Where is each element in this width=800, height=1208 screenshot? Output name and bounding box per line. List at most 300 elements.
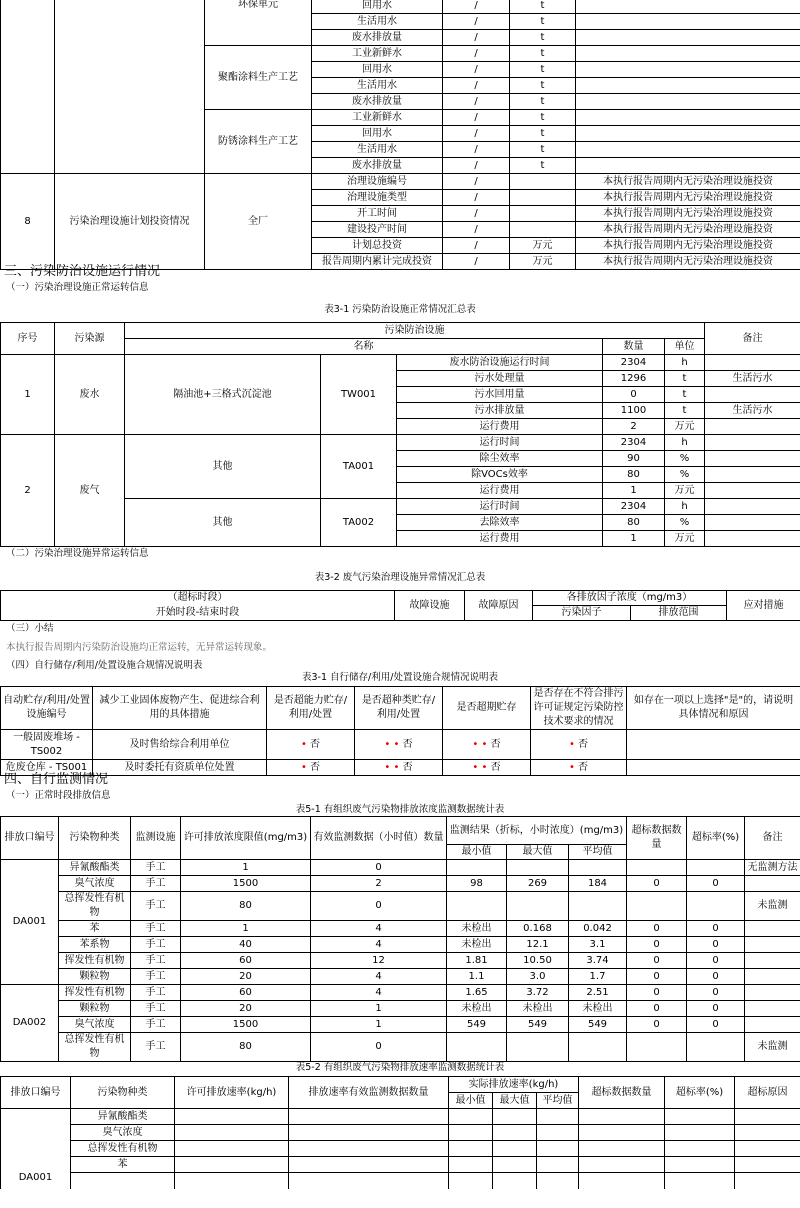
item-label: 建设投产时间 — [312, 222, 443, 238]
table-cell: 未检出 — [447, 921, 507, 937]
radio-marker-icon: • — [300, 761, 311, 773]
table-cell: 269 — [507, 876, 569, 892]
facility-id: 危废仓库 - TS001 — [1, 760, 93, 776]
note-cell — [705, 435, 800, 451]
table-cell: 4 — [311, 969, 447, 985]
col-header: 开始时段-结束时段 — [1, 606, 395, 621]
table-cell: 20 — [181, 969, 311, 985]
radio-marker-icon: • • — [384, 761, 403, 773]
table-cell: t — [510, 0, 576, 14]
col-header: 序号 — [1, 323, 55, 355]
table-row — [1, 730, 800, 760]
blank-cell — [735, 1173, 800, 1189]
col-header: 如存在一项以上选择"是"的，请说明具体情况和原因 — [627, 687, 800, 730]
item-label: 工业新鲜水 — [312, 110, 443, 126]
table-cell: t — [665, 403, 705, 419]
table-cell — [579, 1125, 665, 1141]
table-5-1 — [0, 816, 800, 1062]
table-3-1-caption: 表3-1 污染防治设施正常情况汇总表 — [324, 304, 476, 315]
radio-marker-icon: • — [300, 738, 311, 750]
note-cell — [576, 94, 800, 110]
table-cell — [735, 1141, 800, 1157]
table-cell: 1 — [603, 483, 665, 499]
col-header: 排放速率有效监测数据数量 — [289, 1077, 449, 1109]
measure-cell: 及时售给综合利用单位 — [93, 730, 267, 760]
blank-cell — [175, 1173, 289, 1189]
col-header: 减少工业固体废物产生、促进综合利用的具体措施 — [93, 687, 267, 730]
table-cell — [289, 1109, 449, 1125]
blank-cell — [579, 1173, 665, 1189]
table-cell: 手工 — [131, 937, 181, 953]
col-header: 名称 — [125, 339, 603, 355]
table-cell — [537, 1125, 579, 1141]
item-label: 工业新鲜水 — [312, 46, 443, 62]
radio-marker-icon: • — [568, 738, 579, 750]
table-cell: 2304 — [603, 499, 665, 515]
table-cell: 1.7 — [569, 969, 627, 985]
table-cell: 万元 — [665, 531, 705, 547]
table-cell: 1100 — [603, 403, 665, 419]
note-cell: 生活污水 — [705, 403, 800, 419]
table-cell — [627, 892, 687, 921]
note-cell — [705, 467, 800, 483]
table-cell: 0 — [687, 953, 745, 969]
table-cell — [579, 1141, 665, 1157]
table-cell: 1 — [181, 921, 311, 937]
note-cell: 本执行报告周期内无污染治理设施投资 — [576, 238, 800, 254]
table-cell: 40 — [181, 937, 311, 953]
pollutant-name: 异氰酸酯类 — [71, 1109, 175, 1125]
table-cell — [447, 860, 507, 876]
table-cell — [447, 1033, 507, 1062]
note-cell — [576, 30, 800, 46]
col-header: 污染物种类 — [71, 1077, 175, 1109]
blank-cell — [71, 1173, 175, 1189]
table-cell: 80 — [181, 1033, 311, 1062]
item-label: 污水排放量 — [397, 403, 603, 419]
col-header: 有效监测数据（小时值）数量 — [311, 817, 447, 860]
note-cell — [705, 531, 800, 547]
table-cell: % — [665, 467, 705, 483]
choice-cell — [443, 730, 531, 760]
table-cell — [493, 1157, 537, 1173]
item-label: 治理设施编号 — [312, 174, 443, 190]
table-cell — [579, 1109, 665, 1125]
table-cell: 手工 — [131, 985, 181, 1001]
table-cell: 0 — [687, 985, 745, 1001]
blank-cell — [665, 1173, 735, 1189]
facility-name: 其他 — [125, 499, 321, 547]
section-3-title: 三、污染防治设施运行情况 — [4, 264, 161, 279]
choice-value: 否 — [402, 738, 413, 750]
table-3-1 — [0, 322, 800, 547]
table-cell: 80 — [603, 515, 665, 531]
item-label: 除尘效率 — [397, 451, 603, 467]
pollutant-name: 苯 — [59, 921, 131, 937]
table-row — [1, 435, 800, 451]
table-row — [1, 1001, 800, 1017]
table-cell — [569, 860, 627, 876]
table-cell: 0 — [311, 1033, 447, 1062]
table-cell — [449, 1109, 493, 1125]
table-row — [1, 937, 800, 953]
col-header: 备注 — [745, 817, 800, 860]
table-row — [1, 876, 800, 892]
table-3-2 — [0, 590, 800, 621]
choice-value: 否 — [490, 738, 501, 750]
table-cell — [449, 1125, 493, 1141]
radio-marker-icon: • — [568, 761, 579, 773]
table-cell: / — [443, 46, 510, 62]
table-cell: 0 — [687, 937, 745, 953]
row-number: 1 — [1, 355, 55, 435]
table-cell: 0 — [627, 1001, 687, 1017]
col-header: 最大值 — [493, 1093, 537, 1109]
table-cell: / — [443, 238, 510, 254]
col-header: 应对措施 — [727, 591, 800, 621]
table-cell: 0 — [627, 969, 687, 985]
item-label: 生活用水 — [312, 142, 443, 158]
table-cell: / — [443, 206, 510, 222]
table-cell: 未检出 — [507, 1001, 569, 1017]
table-cell: 手工 — [131, 860, 181, 876]
col-header: 最小值 — [447, 845, 507, 860]
item-label: 治理设施类型 — [312, 190, 443, 206]
explain-cell — [627, 760, 800, 776]
col-header: 单位 — [665, 339, 705, 355]
table-cell — [493, 1125, 537, 1141]
table-cell: 未检出 — [447, 1001, 507, 1017]
table-cell: 4 — [311, 937, 447, 953]
table-cell — [627, 1033, 687, 1062]
table-cell: 12.1 — [507, 937, 569, 953]
table-cell: / — [443, 110, 510, 126]
table-row — [1, 1125, 800, 1141]
facility-code: TA002 — [321, 499, 397, 547]
table-cell — [665, 1141, 735, 1157]
choice-value: 否 — [578, 738, 589, 750]
process-name: 聚酯涂料生产工艺 — [205, 46, 312, 110]
table-cell — [289, 1125, 449, 1141]
table-3-2-caption: 表3-2 废气污染治理设施异常情况汇总表 — [314, 572, 486, 583]
table-cell: 万元 — [510, 254, 576, 270]
table-cell: t — [510, 62, 576, 78]
table-cell: 0.168 — [507, 921, 569, 937]
scope-cell: 全厂 — [205, 174, 312, 270]
table-cell: 0 — [687, 1017, 745, 1033]
item-label: 回用水 — [312, 0, 443, 14]
table-cell: 90 — [603, 451, 665, 467]
col-header: 是否超能力贮存/利用/处置 — [267, 687, 355, 730]
col-header: 污染防治设施 — [125, 323, 705, 339]
note-cell — [705, 515, 800, 531]
table-cell — [447, 892, 507, 921]
table-cell: 手工 — [131, 953, 181, 969]
table-cell: 80 — [603, 467, 665, 483]
choice-cell — [531, 730, 627, 760]
table-cell: t — [510, 110, 576, 126]
pollutant-name: 颗粒物 — [59, 969, 131, 985]
table-cell: 3.74 — [569, 953, 627, 969]
pollutant-name: 苯 — [71, 1157, 175, 1173]
item-label: 开工时间 — [312, 206, 443, 222]
table-cell: 0 — [627, 953, 687, 969]
col-header: 污染物种类 — [59, 817, 131, 860]
table-cell — [665, 1109, 735, 1125]
item-label: 回用水 — [312, 62, 443, 78]
table-cell: 未监测 — [745, 892, 800, 921]
table-cell: 2 — [603, 419, 665, 435]
table-cell: 549 — [569, 1017, 627, 1033]
blank-cell — [289, 1173, 449, 1189]
note-cell — [705, 451, 800, 467]
table-cell: 80 — [181, 892, 311, 921]
table-cell: h — [665, 499, 705, 515]
table-cell — [745, 985, 800, 1001]
note-cell — [576, 126, 800, 142]
table-cell: 184 — [569, 876, 627, 892]
table-cell — [537, 1109, 579, 1125]
table-row — [1, 1141, 800, 1157]
choice-value: 否 — [402, 761, 413, 773]
table-cell: 549 — [507, 1017, 569, 1033]
section-3-1-title: （一）污染治理设施正常运转信息 — [6, 282, 149, 293]
choice-cell — [267, 760, 355, 776]
table-cell: 万元 — [665, 419, 705, 435]
note-cell — [576, 0, 800, 14]
col-header: 故障设施 — [395, 591, 465, 621]
table-cell: 4 — [311, 921, 447, 937]
note-cell: 本执行报告周期内无污染治理设施投资 — [576, 222, 800, 238]
table-cell — [745, 937, 800, 953]
col-header: 各排放因子浓度（mg/m3） — [533, 591, 727, 606]
table-cell: 0 — [311, 892, 447, 921]
table-cell: / — [443, 0, 510, 14]
col-header: 是否超期贮存 — [443, 687, 531, 730]
section-3-3-title: （三）小结 — [6, 623, 54, 634]
table-cell: 未检出 — [569, 1001, 627, 1017]
choice-value: 否 — [310, 738, 321, 750]
table-cell — [687, 1033, 745, 1062]
col-header: 许可排放浓度限值(mg/m3) — [181, 817, 311, 860]
col-header: 排放范围 — [631, 606, 727, 621]
measure-cell: 及时委托有资质单位处置 — [93, 760, 267, 776]
table-cell: 1 — [311, 1017, 447, 1033]
note-cell: 生活污水 — [705, 371, 800, 387]
table-cell — [735, 1125, 800, 1141]
table-cell: / — [443, 94, 510, 110]
table-cell — [510, 222, 576, 238]
table-cell — [507, 1033, 569, 1062]
table-cell — [507, 892, 569, 921]
note-cell — [705, 355, 800, 371]
item-label: 运行时间 — [397, 499, 603, 515]
table-cell — [289, 1157, 449, 1173]
table-cell: 0 — [603, 387, 665, 403]
note-cell — [705, 499, 800, 515]
section-3-2-title: （二）污染治理设施异常运转信息 — [6, 548, 149, 559]
table-cell — [493, 1141, 537, 1157]
table-cell — [579, 1157, 665, 1173]
note-cell — [705, 483, 800, 499]
table-cell: 无监测方法 — [745, 860, 800, 876]
table-cell: 1 — [181, 860, 311, 876]
table-cell — [507, 860, 569, 876]
table-row — [1, 985, 800, 1001]
item-label: 污水处理量 — [397, 371, 603, 387]
item-label: 计划总投资 — [312, 238, 443, 254]
item-label: 运行费用 — [397, 483, 603, 499]
table-cell: t — [510, 126, 576, 142]
pollutant-name: 臭气浓度 — [71, 1125, 175, 1141]
table-cell: 60 — [181, 953, 311, 969]
table-cell: 1500 — [181, 876, 311, 892]
table-3-3-caption: 表3-1 自行储存/利用/处置设施合规情况说明表 — [302, 672, 498, 683]
table-cell: / — [443, 30, 510, 46]
table-cell: t — [510, 94, 576, 110]
table-cell: / — [443, 174, 510, 190]
table-row — [1, 355, 800, 371]
table-cell: 0 — [627, 921, 687, 937]
table-cell — [745, 921, 800, 937]
outlet-id: DA001 — [1, 1109, 71, 1189]
table-cell — [569, 892, 627, 921]
item-label: 除VOCs效率 — [397, 467, 603, 483]
pollutant-name: 总挥发性有机物 — [59, 892, 131, 921]
col-header: 超标数据数量 — [579, 1077, 665, 1109]
note-cell: 本执行报告周期内无污染治理设施投资 — [576, 190, 800, 206]
choice-value: 否 — [310, 761, 321, 773]
note-cell — [576, 142, 800, 158]
table-cell: 1.65 — [447, 985, 507, 1001]
table-row — [1, 1173, 800, 1189]
table-cell: 98 — [447, 876, 507, 892]
item-label: 废水排放量 — [312, 30, 443, 46]
table-cell: 1 — [603, 531, 665, 547]
table-row — [1, 0, 800, 14]
col-header: 许可排放速率(kg/h) — [175, 1077, 289, 1109]
note-cell — [576, 62, 800, 78]
item-label: 生活用水 — [312, 14, 443, 30]
table-cell: / — [443, 190, 510, 206]
table-resource-usage — [0, 0, 800, 270]
choice-value: 否 — [490, 761, 501, 773]
pollutant-name: 臭气浓度 — [59, 1017, 131, 1033]
note-cell — [576, 46, 800, 62]
col-header: 污染源 — [55, 323, 125, 355]
table-cell: 0 — [687, 969, 745, 985]
pollution-source: 废水 — [55, 355, 125, 435]
choice-value: 否 — [578, 761, 589, 773]
table-cell — [735, 1157, 800, 1173]
table-cell: t — [510, 30, 576, 46]
table-cell — [537, 1141, 579, 1157]
table-cell: 2.51 — [569, 985, 627, 1001]
explain-cell — [627, 730, 800, 760]
col-header: 实际排放速率(kg/h) — [449, 1077, 579, 1093]
table-row — [1, 1033, 800, 1062]
process-name: 环保单元 — [205, 0, 312, 46]
table-row — [1, 760, 800, 776]
table-cell: t — [510, 142, 576, 158]
table-cell: / — [443, 222, 510, 238]
table-cell: 2304 — [603, 355, 665, 371]
table-cell: / — [443, 158, 510, 174]
radio-marker-icon: • • — [472, 738, 491, 750]
table-cell: 手工 — [131, 921, 181, 937]
table-row — [1, 1157, 800, 1173]
table-cell: 未检出 — [447, 937, 507, 953]
table-cell: h — [665, 435, 705, 451]
table-cell: 0 — [627, 937, 687, 953]
pollutant-name: 异氰酸酯类 — [59, 860, 131, 876]
table-cell: 4 — [311, 985, 447, 1001]
item-label: 废水排放量 — [312, 94, 443, 110]
table-cell — [627, 860, 687, 876]
note-cell — [705, 387, 800, 403]
table-cell: 手工 — [131, 969, 181, 985]
blank-cell — [1, 0, 55, 174]
table-cell: / — [443, 62, 510, 78]
table-cell: 20 — [181, 1001, 311, 1017]
table-cell — [289, 1141, 449, 1157]
table-cell — [569, 1033, 627, 1062]
table-cell: 手工 — [131, 1033, 181, 1062]
item-label: 去除效率 — [397, 515, 603, 531]
item-label: 废水排放量 — [312, 158, 443, 174]
choice-cell — [355, 730, 443, 760]
item-label: 生活用水 — [312, 78, 443, 94]
col-header: （超标时段） — [1, 591, 395, 606]
table-cell: / — [443, 254, 510, 270]
pollutant-name: 总挥发性有机物 — [59, 1033, 131, 1062]
note-cell — [576, 78, 800, 94]
table-cell: 2 — [311, 876, 447, 892]
table-3-3 — [0, 686, 800, 776]
table-cell: 0 — [687, 921, 745, 937]
table-cell: t — [510, 78, 576, 94]
table-5-1-caption: 表5-1 有组织废气污染物排放浓度监测数据统计表 — [295, 804, 505, 815]
col-header: 监测结果（折标，小时浓度）(mg/m3) — [447, 817, 627, 845]
table-cell: % — [665, 515, 705, 531]
table-cell: 1500 — [181, 1017, 311, 1033]
pollutant-name: 挥发性有机物 — [59, 985, 131, 1001]
note-cell — [576, 14, 800, 30]
note-cell: 本执行报告周期内无污染治理设施投资 — [576, 206, 800, 222]
facility-id: 一般固废堆场 - TS002 — [1, 730, 93, 760]
facility-name: 隔油池+三格式沉淀池 — [125, 355, 321, 435]
table-cell: 手工 — [131, 1017, 181, 1033]
table-cell: 手工 — [131, 892, 181, 921]
table-5-2-caption: 表5-2 有组织废气污染物排放速率监测数据统计表 — [295, 1062, 505, 1073]
facility-code: TW001 — [321, 355, 397, 435]
col-header: 是否存在不符合排污许可证规定污染防控技术要求的情况 — [531, 687, 627, 730]
table-cell — [745, 969, 800, 985]
col-header: 排放口编号 — [1, 817, 59, 860]
note-cell — [576, 158, 800, 174]
table-cell: 3.1 — [569, 937, 627, 953]
choice-cell — [443, 760, 531, 776]
col-header: 超标率(%) — [687, 817, 745, 860]
pollutant-name: 苯系物 — [59, 937, 131, 953]
table-row — [1, 1109, 800, 1125]
col-header: 污染因子 — [533, 606, 631, 621]
table-cell: / — [443, 78, 510, 94]
note-cell: 本执行报告周期内无污染治理设施投资 — [576, 174, 800, 190]
table-cell — [175, 1157, 289, 1173]
facility-name: 其他 — [125, 435, 321, 499]
table-cell: 549 — [447, 1017, 507, 1033]
